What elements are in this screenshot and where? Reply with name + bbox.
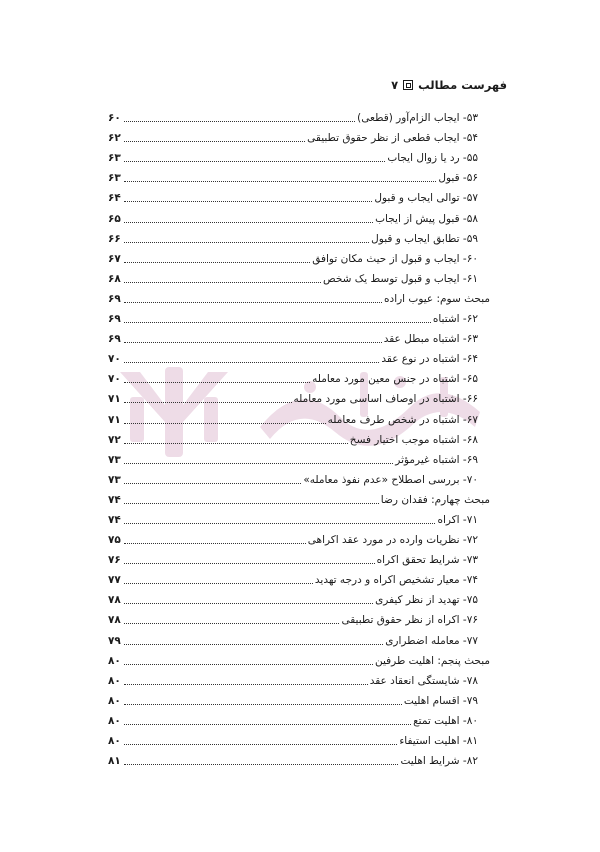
toc-dot-leader [124, 724, 411, 725]
toc-dot-leader [124, 664, 373, 665]
page-number: ۷ [391, 78, 399, 92]
toc-dot-leader [124, 402, 292, 403]
toc-dot-leader [124, 543, 306, 544]
toc-dot-leader [124, 282, 321, 283]
toc-title: ۶۸- اشتباه موجب اختیار فسخ [349, 433, 478, 446]
toc-entry-row [108, 567, 490, 587]
toc-entry-row [108, 607, 490, 627]
toc-dot-leader [124, 684, 368, 685]
toc-page-number: ۸۰ [108, 694, 121, 707]
toc-dot-leader [124, 121, 355, 122]
toc-page-number: ۸۰ [108, 735, 121, 747]
toc-title: ۸۲- شرایط اهلیت [400, 755, 478, 768]
toc-entry-row [108, 708, 490, 728]
toc-page-number: ۶۵ [108, 212, 121, 225]
toc-page-number: ۷۶ [108, 554, 121, 567]
toc-page-number: ۷۰ [108, 373, 121, 386]
toc-dot-leader [124, 342, 382, 343]
toc-page-number: ۷۱ [108, 413, 121, 426]
toc-entry-row [108, 527, 490, 547]
toc-entry-row [108, 587, 490, 607]
toc-entry-row [108, 185, 490, 205]
toc-entry-row [108, 145, 490, 165]
toc-page-number: ۷۱ [108, 393, 121, 406]
toc-title: ۵۸- قبول پیش از ایجاب [375, 212, 478, 225]
toc-title: مبحث پنجم: اهلیت طرفین [374, 654, 490, 667]
toc-title: ۷۵- تهدید از نظر کیفری [375, 594, 478, 607]
toc-section-row [108, 648, 490, 668]
toc-title: ۵۵- رد یا زوال ایجاب [387, 152, 478, 165]
toc-page-number: ۸۰ [108, 654, 121, 667]
toc-entry-row [108, 447, 490, 467]
toc-dot-leader [124, 262, 310, 263]
toc-page-number: ۸۱ [108, 755, 121, 768]
toc-page-number: ۶۴ [108, 192, 121, 205]
toc-dot-leader [124, 181, 436, 182]
toc-page-number: ۶۹ [108, 292, 121, 305]
toc-page-number: ۶۶ [108, 232, 121, 245]
toc-entry-row [108, 728, 490, 748]
toc-dot-leader [124, 764, 398, 765]
toc-title: ۵۷- توالی ایجاب و قبول [374, 192, 478, 205]
toc-entry-row [108, 406, 490, 426]
page-header [391, 78, 507, 92]
toc-title: ۶۹- اشتباه غیرمؤثر [395, 453, 478, 466]
toc-page-number: ۷۹ [108, 634, 121, 647]
toc-page-number: ۷۵ [108, 534, 121, 547]
toc-entry-row [108, 627, 490, 647]
toc-title: ۷۳- شرایط تحقق اکراه [376, 554, 478, 567]
toc-dot-leader [124, 744, 397, 745]
toc-dot-leader [124, 201, 372, 202]
toc-dot-leader [124, 222, 373, 223]
toc-title: ۸۱- اهلیت استیفاء [399, 735, 478, 747]
toc-entry-row [108, 427, 490, 447]
toc-title: ۷۰- بررسی اصطلاح «عدم نفوذ معامله» [303, 473, 478, 486]
toc-section-row [108, 487, 490, 507]
toc-title: ۷۸- شایستگی انعقاد عقد [369, 674, 478, 687]
toc-page-number: ۶۰ [108, 112, 121, 125]
toc-page-number: ۷۳ [108, 473, 121, 486]
toc-page-number: ۷۲ [108, 433, 121, 446]
toc-title: ۶۷- اشتباه در شخص طرف معامله [327, 413, 478, 426]
toc-title: ۷۶- اکراه از نظر حقوق تطبیقی [341, 614, 478, 627]
toc-dot-leader [124, 161, 385, 162]
toc-dot-leader [124, 362, 379, 363]
toc-entry-row [108, 326, 490, 346]
table-of-contents [108, 105, 490, 768]
toc-page-number: ۷۳ [108, 453, 121, 466]
toc-page-number: ۸۰ [108, 674, 121, 687]
toc-dot-leader [124, 423, 326, 424]
toc-page-number: ۶۳ [108, 152, 121, 165]
toc-dot-leader [124, 623, 339, 624]
toc-dot-leader [124, 483, 301, 484]
toc-title: ۵۶- قبول [438, 172, 478, 185]
toc-page-number: ۶۹ [108, 313, 121, 326]
toc-title: ۷۲- نظریات وارده در مورد عقد اکراهی [307, 534, 478, 547]
toc-title: ۶۲- اشتباه [432, 313, 478, 326]
toc-entry-row [108, 668, 490, 688]
toc-dot-leader [124, 322, 431, 323]
header-title: فهرست مطالب [418, 78, 507, 92]
toc-dot-leader [124, 463, 393, 464]
toc-dot-leader [124, 704, 402, 705]
toc-page-number: ۶۳ [108, 172, 121, 185]
toc-dot-leader [124, 523, 435, 524]
toc-page-number: ۶۸ [108, 272, 121, 285]
toc-entry-row [108, 547, 490, 567]
square-frame-icon [403, 80, 413, 90]
toc-page-number: ۸۰ [108, 714, 121, 727]
toc-entry-row [108, 246, 490, 266]
toc-entry-row [108, 105, 490, 125]
toc-dot-leader [124, 443, 348, 444]
toc-dot-leader [124, 141, 305, 142]
toc-dot-leader [124, 302, 382, 303]
toc-section-row [108, 286, 490, 306]
toc-dot-leader [124, 644, 383, 645]
toc-page-number: ۶۲ [108, 132, 121, 145]
toc-page-number: ۷۷ [108, 574, 121, 587]
toc-title: ۶۶- اشتباه در اوصاف اساسی مورد معامله [293, 393, 478, 406]
toc-dot-leader [124, 603, 373, 604]
toc-page-number: ۷۰ [108, 353, 121, 366]
toc-entry-row [108, 226, 490, 246]
toc-title: مبحث چهارم: فقدان رضا [380, 493, 490, 506]
toc-page-number: ۷۸ [108, 614, 121, 627]
toc-page-number: ۷۴ [108, 493, 121, 506]
toc-title: مبحث سوم: عیوب اراده [384, 292, 490, 305]
toc-entry-row [108, 125, 490, 145]
toc-title: ۶۵- اشتباه در جنس معین مورد معامله [312, 373, 478, 386]
toc-entry-row [108, 386, 490, 406]
toc-page-number: ۶۷ [108, 252, 121, 265]
toc-title: ۵۴- ایجاب قطعی از نظر حقوق تطبیقی [307, 132, 478, 145]
toc-dot-leader [124, 242, 369, 243]
toc-entry-row [108, 205, 490, 225]
toc-title: ۷۷- معامله اضطراری [385, 634, 478, 647]
toc-dot-leader [124, 382, 310, 383]
toc-title: ۷۱- اکراه [437, 513, 478, 526]
toc-entry-row [108, 346, 490, 366]
toc-title: ۶۱- ایجاب و قبول توسط یک شخص [323, 272, 478, 285]
toc-entry-row [108, 366, 490, 386]
toc-dot-leader [124, 503, 379, 504]
toc-page-number: ۷۴ [108, 513, 121, 526]
toc-title: ۵۳- ایجاب الزام‌آور (قطعی) [357, 112, 478, 125]
toc-title: ۷۴- معیار تشخیص اکراه و درجه تهدید [314, 574, 478, 587]
toc-page-number: ۷۸ [108, 594, 121, 607]
toc-page-number: ۶۹ [108, 333, 121, 346]
toc-dot-leader [124, 583, 313, 584]
toc-title: ۶۳- اشتباه مبطل عقد [383, 333, 478, 346]
toc-dot-leader [124, 563, 375, 564]
toc-title: ۷۹- اقسام اهلیت [403, 694, 478, 707]
toc-entry-row [108, 467, 490, 487]
toc-entry-row [108, 266, 490, 286]
toc-entry-row [108, 688, 490, 708]
toc-entry-row [108, 507, 490, 527]
toc-entry-row [108, 165, 490, 185]
toc-title: ۶۴- اشتباه در نوع عقد [381, 353, 478, 366]
toc-title: ۵۹- تطابق ایجاب و قبول [371, 232, 478, 245]
toc-title: ۸۰- اهلیت تمتع [413, 714, 478, 727]
toc-entry-row [108, 306, 490, 326]
toc-entry-row [108, 748, 490, 768]
toc-title: ۶۰- ایجاب و قبول از حیث مکان توافق [312, 252, 478, 265]
